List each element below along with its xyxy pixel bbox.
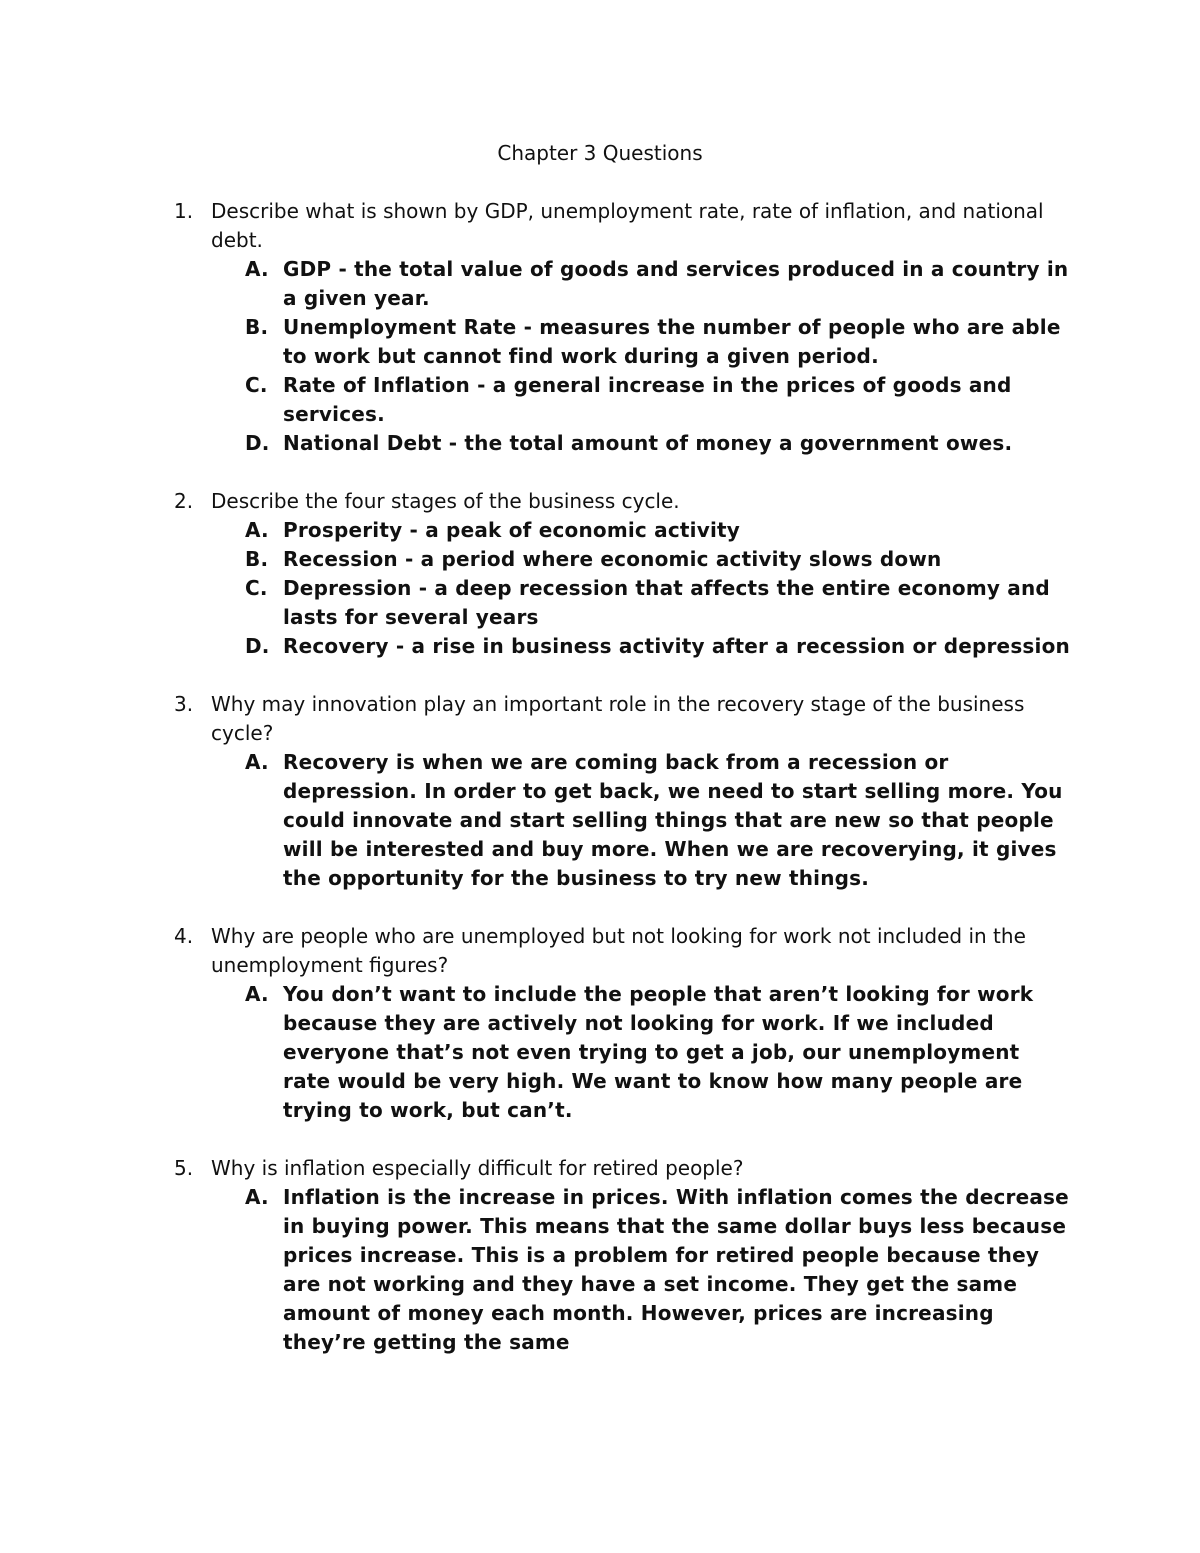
- answer-item: [0, 429, 1200, 458]
- answer-list: [0, 255, 1200, 458]
- answer-text: Rate of Inflation - a general increase in the prices of goods and services.: [283, 373, 1012, 426]
- question-text: Why is inflation especially difficult for retired people?: [211, 1156, 744, 1180]
- answer-text: GDP - the total value of goods and services produced in a country in a given year.: [283, 257, 1069, 310]
- question-number: 1.: [174, 199, 194, 223]
- question-text: Describe what is shown by GDP, unemployment rate, rate of inflation, and national debt.: [211, 199, 1044, 252]
- answer-letter: D.: [245, 431, 270, 455]
- question-number: 2.: [174, 489, 194, 513]
- answer-text: Recovery is when we are coming back from a recession or depression. In order to get back, we need to start selling more. You could innovate and start selling things that are new so that people will be interested and buy more. When we are recoverying, it gives the opportunity for the business to try new things.: [283, 750, 1063, 890]
- answer-letter: B.: [245, 547, 269, 571]
- question-item: [0, 922, 1200, 1125]
- answer-letter: D.: [245, 634, 270, 658]
- answer-letter: A.: [245, 750, 269, 774]
- answer-text: Unemployment Rate - measures the number of people who are able to work but cannot find work during a given period.: [283, 315, 1061, 368]
- answer-text: Depression - a deep recession that affects the entire economy and lasts for several years: [283, 576, 1050, 629]
- answer-text: Prosperity - a peak of economic activity: [283, 518, 741, 542]
- question-item: [0, 1154, 1200, 1357]
- question-text: Why may innovation play an important role in the recovery stage of the business cycle?: [211, 692, 1025, 745]
- question-text: Describe the four stages of the business cycle.: [211, 489, 680, 513]
- answer-item: [0, 1183, 1200, 1357]
- answer-letter: B.: [245, 315, 269, 339]
- answer-letter: C.: [245, 576, 268, 600]
- question-item: [0, 487, 1200, 661]
- answer-list: [0, 980, 1200, 1125]
- page-title: Chapter 3 Questions: [497, 141, 703, 165]
- answer-item: [0, 545, 1200, 574]
- answer-item: [0, 255, 1200, 313]
- answer-letter: A.: [245, 257, 269, 281]
- answer-letter: C.: [245, 373, 268, 397]
- answer-list: [0, 1183, 1200, 1357]
- answer-text: Recession - a period where economic activity slows down: [283, 547, 942, 571]
- answer-item: [0, 980, 1200, 1125]
- question-item: [0, 197, 1200, 458]
- answer-item: [0, 313, 1200, 371]
- answer-item: [0, 574, 1200, 632]
- answer-text: Recovery - a rise in business activity after a recession or depression: [283, 634, 1070, 658]
- answer-text: You don’t want to include the people that aren’t looking for work because they are actively not looking for work. If we included everyone that’s not even trying to get a job, our unemployment rate would be very high. We want to know how many people are trying to work, but can’t.: [283, 982, 1034, 1122]
- answer-item: [0, 748, 1200, 893]
- question-item: [0, 690, 1200, 893]
- answer-letter: A.: [245, 1185, 269, 1209]
- answer-list: [0, 516, 1200, 661]
- answer-list: [0, 748, 1200, 893]
- answer-item: [0, 632, 1200, 661]
- question-number: 5.: [174, 1156, 194, 1180]
- answer-item: [0, 371, 1200, 429]
- question-list: [0, 197, 1200, 1386]
- answer-text: National Debt - the total amount of money a government owes.: [283, 431, 1013, 455]
- answer-letter: A.: [245, 982, 269, 1006]
- question-number: 3.: [174, 692, 194, 716]
- answer-item: [0, 516, 1200, 545]
- answer-text: Inflation is the increase in prices. With inflation comes the decrease in buying power. This means that the same dollar buys less because prices increase. This is a problem for retired people because they are not working and they have a set income. They get the same amount of money each month. However, prices are increasing they’re getting the same: [283, 1185, 1069, 1354]
- answer-letter: A.: [245, 518, 269, 542]
- question-number: 4.: [174, 924, 194, 948]
- question-text: Why are people who are unemployed but not looking for work not included in the unemployment figures?: [211, 924, 1026, 977]
